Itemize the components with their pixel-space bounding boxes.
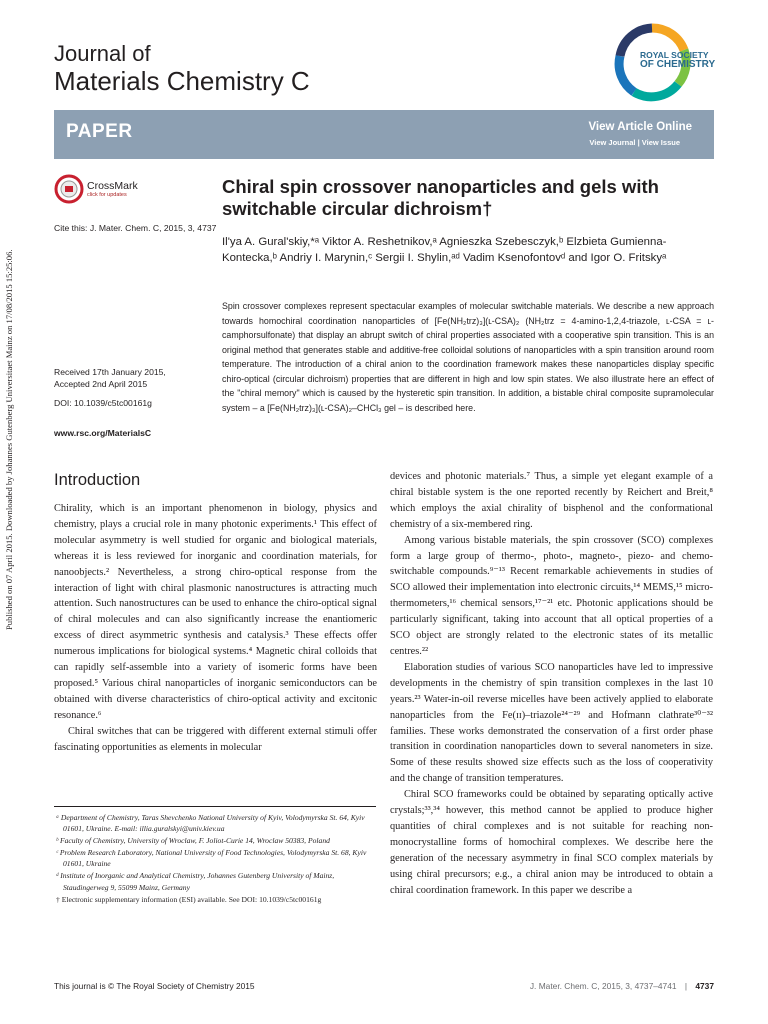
journal-url-link[interactable]: www.rsc.org/MaterialsC: [54, 428, 152, 438]
esi-footnote: † Electronic supplementary information (ESI) available. See DOI: 10.1039/c5tc00161g: [56, 894, 322, 904]
crossmark-icon: [54, 174, 84, 204]
view-journal-issue-links[interactable]: View Journal | View Issue: [589, 138, 680, 147]
body-column-right: [390, 469, 713, 898]
rsc-wordmark-line1: ROYAL SOCIETY: [640, 50, 709, 60]
rsc-wordmark-line2: OF CHEMISTRY: [640, 59, 716, 70]
body-paragraph: devices and photonic materials.⁷ Thus, a simple yet elegant example of a chiral bistable system is the one reported recently by Reichert and Breit,⁸ which employs the axial chirality of bisphenol and the conformational chemistry of a six-membered ring.: [390, 471, 713, 530]
footer-citation: J. Mater. Chem. C, 2015, 3, 4737–4741: [529, 981, 677, 991]
rsc-wordmark: [640, 50, 715, 70]
body-paragraph: Among various bistable materials, the spin crossover (SCO) complexes form a large group of thermo-, photo-, magneto-, piezo- and chemo-switchable compounds.⁹⁻¹³ Recent remarkable achievements in studies of SCO allowed their implementation into electronic circuits,¹⁴ MEMS,¹⁵ micro-thermometers,¹⁶ chemical sensors,¹⁷⁻²¹ etc. Photonic applications should be particularly significant, taking into account that all optical properties of a SCO object are strongly related to the electronic states of its metallic centres.²²: [390, 534, 713, 657]
download-notice: Published on 07 April 2015. Downloaded by Johannes Gutenberg Universitaet Mainz on 17/08/2015 15:25:06.: [4, 249, 14, 630]
journal-title[interactable]: [54, 42, 310, 96]
author-list: Il'ya A. Gural'skiy,*ᵃ Viktor A. Reshetnikov,ᵃ Agnieszka Szebesczyk,ᵇ Elzbieta Gumienna-Kontecka,ᵇ Andriy I. Marynin,ᶜ Sergii I. Shylin,ᵃᵈ Vadim Ksenofontovᵈ and Igor O. Fritskyᵃ: [222, 236, 667, 264]
body-paragraph: Chiral SCO frameworks could be obtained by separating optically active crystals;³³,³⁴ however, this method cannot be applied to produce higher quantities of chiral complexes and is not suitable for reaching non-monocrystalline forms of homochiral complexes. We describe here the generation of the necessary asymmetry in final SCO complex materials by using chiral precursors; e.g., a chiral anion may be introduced to obtain a chiral coordination framework. In this paper we describe a: [390, 789, 713, 896]
footer-separator: |: [684, 981, 688, 991]
footnote: ᵈ Institute of Inorganic and Analytical Chemistry, Johannes Gutenberg University of Mainz, Staudingerweg 9, 55099 Mainz, Germany: [56, 871, 335, 892]
body-column-left: [54, 501, 377, 756]
body-paragraph: Chiral switches that can be triggered with different external stimuli offer fascinating opportunities as elements in molecular: [54, 725, 377, 753]
section-heading-introduction: Introduction: [54, 471, 141, 489]
footnote-divider: [54, 806, 376, 807]
page-footer: [530, 981, 714, 991]
crossmark-subtitle: click for updates: [87, 192, 127, 198]
received-date: Received 17th January 2015,: [54, 367, 166, 377]
article-title: Chiral spin crossover nanoparticles and gels with switchable circular dichroism†: [222, 176, 659, 219]
footnote: ᵃ Department of Chemistry, Taras Shevchenko National University of Kyiv, Volodymyrska St. 64, Kyiv 01601, Ukraine. E-mail: illia.guralskyi@univ.kiev.ua: [56, 813, 365, 834]
accepted-date: Accepted 2nd April 2015: [54, 379, 148, 389]
crossmark-badge[interactable]: [54, 174, 138, 204]
view-article-online-link[interactable]: View Article Online: [588, 121, 692, 133]
copyright-footer: This journal is © The Royal Society of Chemistry 2015: [54, 981, 255, 991]
body-paragraph: Chirality, which is an important phenomenon in biology, physics and chemistry, plays a crucial role in many photonic experiments.¹ This effect of molecular asymmetry is well studied for organic and biological materials, whereas it is less reviewed for inorganic and coordination materials, for nanoobjects.² Nevertheless, a strong chiro-optical response from the interaction of light with chiral plasmonic nanostructures is attracting much attention. Such nanostructures can be used to enhance the chiro-optical signal of chiral molecules and can also significantly increase the enantiomeric excess of direct asymmetric synthesis and catalysis.³ These effects offer numerous implications for biological systems.⁴ Magnetic chiral colloids that can rapidly self-assemble into a variety of isomeric forms have been proposed.⁵ Various chiral nanoparticles of inorganic semiconductors can be obtained with diverse characteristics of chiro-optical activity and excitonic resonance.⁶: [54, 503, 377, 721]
abstract: Spin crossover complexes represent spectacular examples of molecular switchable materials. We describe a new approach towards homochiral coordination nanoparticles of [Fe(NH₂trz)₃](ʟ-CSA)₂ (NH₂trz = 4-amino-1,2,4-triazole, ʟ-CSA = ʟ-camphorsulfonate) that display an abrupt switch of chiral properties associated with a cooperative spin transition. This is an original method that generates stable and additive-free colloidal solutions of nanoparticles with a spin transition around room temperature. The introduction of a chiral anion to the coordination framework makes these nanoparticles display specific chiro-optical (circular dichroism) properties that are different in high and low spin states. We also illustrate here an effect of the "chiral memory" which is caused by the hysteretic spin transition. In addition, a bistable chiral composite supramolecular system – a [Fe(NH₂trz)₃](ʟ-CSA)₂–CHCl₃ gel – is described here.: [222, 301, 714, 413]
page-number: 4737: [695, 981, 714, 991]
crossmark-title: CrossMark: [87, 180, 138, 192]
article-dates: [54, 366, 224, 390]
journal-title-line2: Materials Chemistry C: [54, 66, 310, 96]
footnote: ᶜ Problem Research Laboratory, National University of Food Technologies, Volodymyrska St. 68, Kyiv 01601, Ukraine: [56, 848, 367, 869]
article-type-banner: [54, 110, 714, 159]
footnote: ᵇ Faculty of Chemistry, University of Wroclaw, F. Joliot-Curie 14, Wroclaw 50383, Poland: [56, 836, 330, 846]
body-paragraph: Elaboration studies of various SCO nanoparticles have led to impressive developments in the chemistry of spin transition complexes in the last 10 years.²³ Water-in-oil reverse micelles have been actively applied to elaborate nanoparticles from the Fe(ɪɪ)–triazole²⁴⁻²⁹ and Hofmann clathrate³⁰⁻³² families. These works demonstrated the conservation of a first order phase transition in coordination nanoparticles down to several nanometers in size. Some of these results showed size effects such as the loss of cooperativity and the change of transition temperatures.: [390, 661, 713, 785]
doi[interactable]: DOI: 10.1039/c5tc00161g: [54, 398, 152, 408]
affiliation-footnotes: [54, 812, 376, 906]
cite-this: Cite this: J. Mater. Chem. C, 2015, 3, 4737: [54, 223, 217, 233]
journal-title-line1: Journal of: [54, 41, 151, 66]
article-type-label: PAPER: [66, 121, 133, 142]
